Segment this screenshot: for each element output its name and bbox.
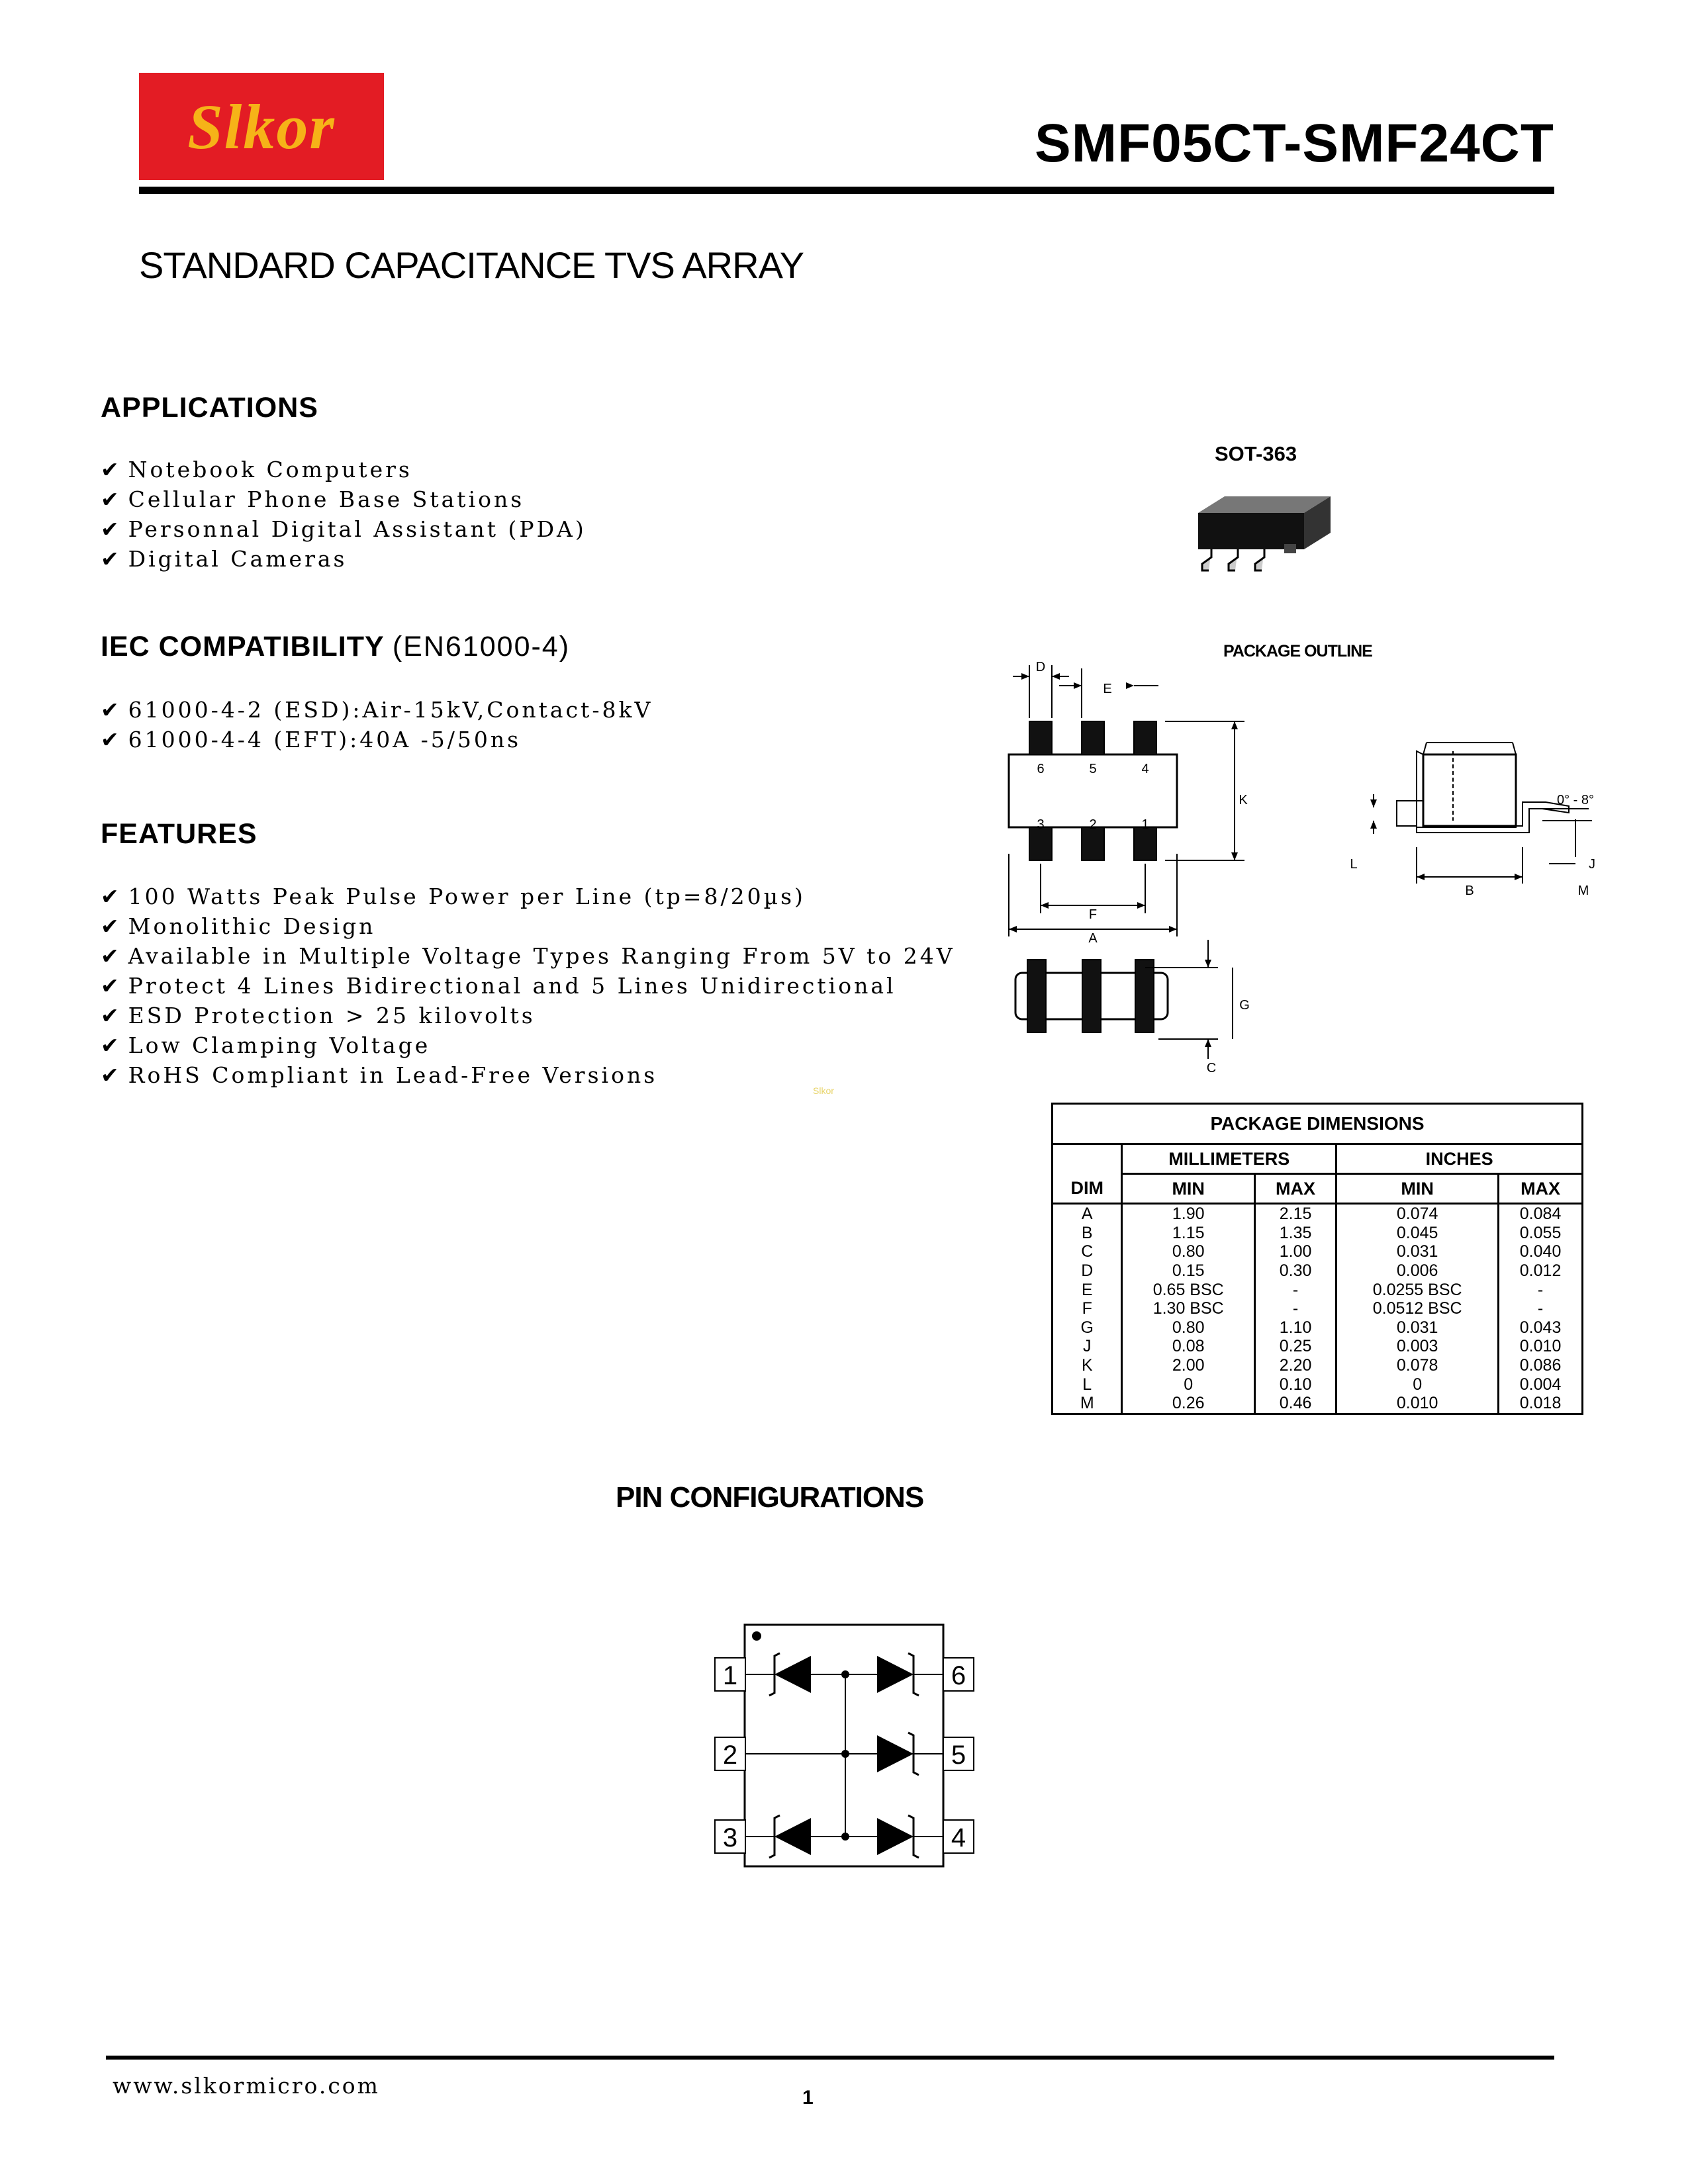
table-cell-mm-max: -: [1254, 1299, 1336, 1318]
tvs-diode-4: [877, 1815, 919, 1858]
table-title: PACKAGE DIMENSIONS: [1053, 1104, 1583, 1144]
table-row: [1053, 1337, 1583, 1356]
list-item: ✔ Protect 4 Lines Bidirectional and 5 Lines Unidirectional: [101, 971, 955, 1001]
table-cell-in-max: 0.010: [1499, 1337, 1583, 1356]
table-cell-in-min: 0.0512 BSC: [1336, 1299, 1499, 1318]
list-item: ✔ Digital Cameras: [101, 544, 586, 574]
package-outline-drawing: [993, 655, 1602, 1092]
table-cell-mm-min: 0.26: [1122, 1394, 1254, 1414]
features-heading: FEATURES: [101, 818, 258, 850]
table-cell-mm-max: 1.00: [1254, 1242, 1336, 1261]
package-name-label: SOT-363: [1215, 442, 1297, 465]
table-cell-dim: K: [1053, 1356, 1122, 1375]
table-group-mm: MILLIMETERS: [1122, 1144, 1336, 1174]
list-item: ✔ Available in Multiple Voltage Types Ranging From 5V to 24V: [101, 941, 955, 971]
applications-list: [101, 455, 586, 574]
table-cell-mm-max: 2.20: [1254, 1356, 1336, 1375]
table-row: [1053, 1299, 1583, 1318]
brand-logo: [139, 73, 384, 180]
list-item: ✔ Cellular Phone Base Stations: [101, 484, 586, 514]
pin-number-3: 3: [1037, 817, 1045, 832]
table-cell-dim: M: [1053, 1394, 1122, 1414]
table-cell-in-max: -: [1499, 1280, 1583, 1299]
angle-label: 0° - 8°: [1556, 793, 1595, 807]
table-row: [1053, 1261, 1583, 1281]
package-outline-label: PACKAGE OUTLINE: [1223, 642, 1372, 660]
table-cell-mm-min: 1.90: [1122, 1204, 1254, 1224]
table-cell-mm-max: 0.10: [1254, 1375, 1336, 1394]
list-item: ✔ Low Clamping Voltage: [101, 1030, 955, 1060]
dim-letter-m: M: [1577, 884, 1589, 898]
table-cell-mm-min: 0.80: [1122, 1242, 1254, 1261]
table-cell-in-max: 0.018: [1499, 1394, 1583, 1414]
table-cell-mm-max: 1.10: [1254, 1318, 1336, 1338]
table-body: [1053, 1204, 1583, 1414]
table-cell-in-min: 0.078: [1336, 1356, 1499, 1375]
features-list: [101, 882, 955, 1090]
footer-url[interactable]: www.slkormicro.com: [113, 2073, 380, 2099]
pin-label-6: 6: [951, 1661, 966, 1690]
dim-letter-k: K: [1239, 793, 1248, 807]
table-cell-in-max: 0.040: [1499, 1242, 1583, 1261]
table-cell-mm-min: 0.08: [1122, 1337, 1254, 1356]
pin-number-1: 1: [1141, 817, 1149, 832]
dim-letter-c: C: [1206, 1061, 1217, 1075]
list-item: ✔ Notebook Computers: [101, 455, 586, 484]
table-cell-dim: G: [1053, 1318, 1122, 1338]
table-cell-in-max: 0.043: [1499, 1318, 1583, 1338]
pin-label-1: 1: [722, 1661, 738, 1690]
table-cell-in-min: 0.045: [1336, 1224, 1499, 1243]
part-number-title: SMF05CT-SMF24CT: [1035, 113, 1554, 173]
table-cell-dim: J: [1053, 1337, 1122, 1356]
dim-letter-a: A: [1088, 931, 1098, 946]
table-group-in: INCHES: [1336, 1144, 1583, 1174]
table-header-mm-min: MIN: [1122, 1174, 1254, 1204]
watermark-mark: Slkor: [813, 1085, 834, 1096]
table-cell-in-max: 0.086: [1499, 1356, 1583, 1375]
document-subtitle: STANDARD CAPACITANCE TVS ARRAY: [139, 244, 804, 286]
table-cell-dim: C: [1053, 1242, 1122, 1261]
table-cell-mm-min: 0.65 BSC: [1122, 1280, 1254, 1299]
pin-number-4: 4: [1141, 762, 1149, 776]
table-header-in-max: MAX: [1499, 1174, 1583, 1204]
table-cell-in-min: 0: [1336, 1375, 1499, 1394]
table-cell-in-min: 0.0255 BSC: [1336, 1280, 1499, 1299]
dim-letter-f: F: [1088, 907, 1098, 922]
table-row: [1053, 1375, 1583, 1394]
iec-heading-paren: (EN61000-4): [392, 631, 571, 662]
table-cell-mm-min: 0.80: [1122, 1318, 1254, 1338]
table-cell-in-min: 0.074: [1336, 1204, 1499, 1224]
pin-config-heading: PIN CONFIGURATIONS: [616, 1481, 924, 1514]
header-rule: [139, 187, 1554, 194]
table-cell-mm-min: 1.30 BSC: [1122, 1299, 1254, 1318]
table-cell-mm-min: 1.15: [1122, 1224, 1254, 1243]
list-item: ✔ RoHS Compliant in Lead-Free Versions: [101, 1060, 955, 1090]
table-cell-dim: A: [1053, 1204, 1122, 1224]
table-cell-mm-min: 0: [1122, 1375, 1254, 1394]
table-header-mm-max: MAX: [1254, 1174, 1336, 1204]
list-item: ✔ 100 Watts Peak Pulse Power per Line (tp=8/20µs): [101, 882, 955, 911]
pin-number-5: 5: [1089, 762, 1097, 776]
dim-letter-l: L: [1350, 857, 1358, 872]
table-cell-in-max: 0.004: [1499, 1375, 1583, 1394]
tvs-diode-3: [769, 1815, 811, 1858]
pin-config-diagram: [708, 1621, 986, 1873]
table-cell-dim: L: [1053, 1375, 1122, 1394]
pin-label-3: 3: [722, 1823, 738, 1852]
table-row: [1053, 1280, 1583, 1299]
table-cell-in-max: 0.012: [1499, 1261, 1583, 1281]
table-cell-mm-min: 2.00: [1122, 1356, 1254, 1375]
package-dimensions-table: [1051, 1103, 1583, 1415]
table-cell-in-min: 0.003: [1336, 1337, 1499, 1356]
table-cell-mm-max: -: [1254, 1280, 1336, 1299]
table-row: [1053, 1318, 1583, 1338]
iec-heading: [101, 631, 570, 663]
pin-label-4: 4: [951, 1823, 966, 1852]
table-row: [1053, 1356, 1583, 1375]
table-header-dim: DIM: [1053, 1174, 1122, 1204]
table-cell-mm-max: 1.35: [1254, 1224, 1336, 1243]
table-cell-dim: B: [1053, 1224, 1122, 1243]
table-cell-mm-min: 0.15: [1122, 1261, 1254, 1281]
logo-text: Slkor: [187, 91, 336, 162]
table-cell-dim: E: [1053, 1280, 1122, 1299]
pin-number-6: 6: [1037, 762, 1045, 776]
table-cell-dim: F: [1053, 1299, 1122, 1318]
table-cell-in-min: 0.010: [1336, 1394, 1499, 1414]
table-cell-in-min: 0.031: [1336, 1242, 1499, 1261]
page-number: 1: [802, 2087, 814, 2109]
table-cell-mm-max: 0.25: [1254, 1337, 1336, 1356]
table-row: [1053, 1224, 1583, 1243]
table-header-blank: [1053, 1144, 1122, 1174]
table-cell-mm-max: 2.15: [1254, 1204, 1336, 1224]
list-item: ✔ 61000-4-4 (EFT):40A -5/50ns: [101, 725, 653, 754]
table-cell-in-max: 0.084: [1499, 1204, 1583, 1224]
table-row: [1053, 1204, 1583, 1224]
table-row: [1053, 1242, 1583, 1261]
tvs-diode-5: [877, 1733, 919, 1775]
dim-letter-e: E: [1103, 682, 1112, 696]
iec-heading-text: IEC COMPATIBILITY: [101, 631, 384, 662]
dim-letter-b: B: [1465, 884, 1474, 898]
dim-letter-g: G: [1239, 998, 1250, 1013]
tvs-diode-1: [769, 1653, 811, 1696]
table-header-in-min: MIN: [1336, 1174, 1499, 1204]
iec-list: [101, 695, 653, 754]
table-cell-in-min: 0.031: [1336, 1318, 1499, 1338]
list-item: ✔ 61000-4-2 (ESD):Air-15kV,Contact-8kV: [101, 695, 653, 725]
table-cell-in-max: 0.055: [1499, 1224, 1583, 1243]
table-cell-mm-max: 0.30: [1254, 1261, 1336, 1281]
table-cell-dim: D: [1053, 1261, 1122, 1281]
footer-rule: [106, 2056, 1554, 2060]
list-item: ✔ Monolithic Design: [101, 911, 955, 941]
table-row: [1053, 1394, 1583, 1414]
table-cell-in-min: 0.006: [1336, 1261, 1499, 1281]
table-cell-mm-max: 0.46: [1254, 1394, 1336, 1414]
pin-label-2: 2: [722, 1741, 738, 1770]
list-item: ✔ ESD Protection > 25 kilovolts: [101, 1001, 955, 1030]
dim-letter-j: J: [1589, 857, 1595, 872]
tvs-diode-6: [877, 1653, 919, 1696]
list-item: ✔ Personnal Digital Assistant (PDA): [101, 514, 586, 544]
pin-label-5: 5: [951, 1741, 966, 1770]
table-cell-in-max: -: [1499, 1299, 1583, 1318]
applications-heading: APPLICATIONS: [101, 392, 318, 424]
pin-number-2: 2: [1089, 817, 1097, 832]
dim-letter-d: D: [1035, 660, 1046, 674]
package-3d-illustration: [1185, 483, 1344, 582]
